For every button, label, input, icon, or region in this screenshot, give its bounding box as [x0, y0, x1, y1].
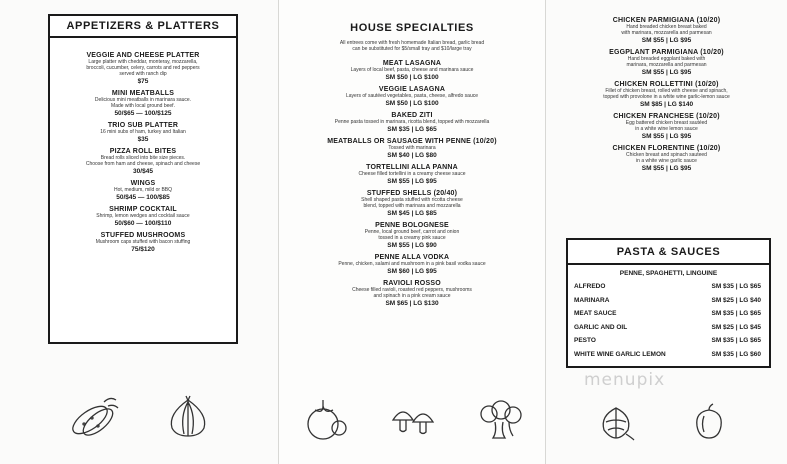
- item-name: TRIO SUB PLATTER: [107, 122, 179, 129]
- item-name: WINGS: [130, 180, 156, 187]
- menu-panel-center: [279, 0, 545, 464]
- sauce-name: MEAT SAUCE: [574, 310, 617, 318]
- item-description: Penne, chicken, salami and mushroom in a pink basil vodka sauce: [338, 261, 486, 267]
- item-name: VEGGIE LASAGNA: [378, 86, 446, 93]
- menu-panel-right: [546, 0, 787, 464]
- item-price: SM $40 | LG $80: [387, 152, 437, 159]
- item-price: SM $55 | LG $95: [641, 133, 692, 140]
- item-price: SM $55 | LG $90: [387, 242, 437, 249]
- item-price: SM $55 | LG $95: [641, 165, 692, 172]
- item-name: VEGGIE AND CHEESE PLATTER: [86, 52, 200, 59]
- menu-item: [546, 81, 787, 108]
- item-name: STUFFED MUSHROOMS: [100, 232, 186, 239]
- item-name: MEAT LASAGNA: [382, 60, 442, 67]
- item-price: 30/$45: [133, 168, 153, 175]
- item-name: CHICKEN ROLLETTINI (10/20): [614, 81, 719, 88]
- item-description: Hot, medium, mild or BBQ: [113, 187, 173, 193]
- item-price: SM $35 | LG $65: [387, 126, 437, 133]
- specialties-section: [279, 22, 545, 307]
- menu-item: [279, 60, 545, 81]
- item-description: Choose from ham and cheese, spinach and cheese: [85, 161, 201, 167]
- sauce-row: [568, 307, 769, 321]
- item-description: Layers of local beef, pasta, cheese and marinara sauce: [350, 67, 474, 73]
- item-name: CHICKEN FRANCHESE (10/20): [613, 113, 720, 120]
- item-description: in a white wine lemon sauce: [635, 126, 698, 132]
- item-price: SM $55 | LG $95: [387, 178, 437, 185]
- item-description: Cheese filled tortellini in a creamy cheese sauce: [358, 171, 466, 177]
- sauce-name: PESTO: [574, 337, 596, 345]
- item-description: Cheese filled ravioli, roasted red peppers, mushrooms: [352, 287, 472, 293]
- item-price: SM $55 | LG $95: [641, 37, 692, 44]
- menu-item: [546, 17, 787, 44]
- menu-item: [546, 113, 787, 140]
- menu-item: [279, 112, 545, 133]
- item-name: EGGPLANT PARMIGIANA (10/20): [609, 49, 724, 56]
- intro-line: All entrees come with fresh homemade Italian bread, garlic bread: [339, 40, 485, 46]
- item-description: with marinara, mozzarella and parmesan: [621, 30, 712, 36]
- item-description: Penne, local ground beef, carrot and onion: [364, 229, 460, 235]
- menu-item: [546, 49, 787, 76]
- chicken-list: [546, 17, 787, 172]
- appetizers-title: APPETIZERS & PLATTERS: [50, 16, 236, 38]
- item-description: served with ranch dip: [119, 71, 167, 77]
- item-description: Made with local ground beef.: [111, 103, 175, 109]
- item-description: Penne pasta tossed in marinara, ricotta blend, topped with mozzarella: [334, 119, 490, 125]
- item-name: CHICKEN PARMIGIANA (10/20): [612, 17, 721, 24]
- menu-item: [279, 190, 545, 217]
- item-description: Hand breaded chicken breast baked: [626, 24, 707, 30]
- menu-item: [546, 145, 787, 172]
- item-price: SM $60 | LG $95: [387, 268, 437, 275]
- item-price: SM $65 | LG $130: [385, 300, 439, 307]
- item-price: 50/$45 — 100/$85: [116, 194, 170, 201]
- item-description: Shrimp, lemon wedges and cocktail sauce: [96, 213, 190, 219]
- garlic-icon: [164, 394, 212, 440]
- item-price: SM $50 | LG $100: [385, 100, 439, 107]
- item-name: MEATBALLS OR SAUSAGE WITH PENNE (10/20): [327, 138, 497, 145]
- item-description: Hand breaded eggplant baked with: [627, 56, 706, 62]
- item-name: RAVIOLI ROSSO: [383, 280, 441, 287]
- sauce-row: [568, 334, 769, 348]
- item-description: Mushroom caps stuffed with bacon stuffing: [95, 239, 191, 245]
- sauce-price: SM $35 | LG $65: [711, 283, 761, 291]
- specialties-list: [279, 60, 545, 307]
- item-description: Bread rolls sliced into bite size pieces.: [100, 155, 186, 161]
- item-price: 50/$65 — 100/$125: [114, 110, 172, 117]
- menu-item: [279, 164, 545, 185]
- item-name: PENNE ALLA VODKA: [374, 254, 450, 261]
- item-price: 50/$60 — 100/$110: [114, 220, 172, 227]
- sauce-row: [568, 321, 769, 335]
- item-name: SHRIMP COCKTAIL: [109, 206, 177, 213]
- artichoke-icon: [596, 402, 638, 442]
- pasta-title: PASTA & SAUCES: [568, 240, 769, 265]
- item-description: marinara, mozzarella and parmesan: [626, 62, 707, 68]
- item-description: Tossed with marinara: [388, 145, 436, 151]
- sauce-name: WHITE WINE GARLIC LEMON: [574, 350, 666, 358]
- sauce-row: [568, 294, 769, 308]
- item-price: $75: [137, 78, 149, 85]
- menu-item: [50, 148, 236, 175]
- pasta-box: [566, 238, 771, 368]
- specialties-title: HOUSE SPECIALTIES: [350, 22, 474, 34]
- menu-item: [50, 90, 236, 117]
- item-description: broccoli, cucumber, celery, carrots and red peppers: [86, 65, 200, 71]
- menu-item: [50, 52, 236, 85]
- menu-panel-left: [0, 0, 278, 464]
- sauce-name: ALFREDO: [574, 283, 606, 291]
- menu-item: [279, 280, 545, 307]
- intro-line: can be substituted for $5/small tray and $10/large tray: [352, 46, 472, 52]
- sauce-list: [568, 280, 769, 361]
- sauce-name: GARLIC AND OIL: [574, 323, 628, 331]
- menu-item: [50, 206, 236, 227]
- sauce-price: SM $35 | LG $65: [711, 310, 761, 318]
- item-price: SM $85 | LG $140: [639, 101, 694, 108]
- mushroom-icon: [389, 404, 435, 438]
- item-description: Egg battered chicken breast sautéed: [625, 120, 708, 126]
- item-price: SM $50 | LG $100: [385, 74, 439, 81]
- pepper-icon: [692, 402, 726, 442]
- item-name: PIZZA ROLL BITES: [109, 148, 177, 155]
- sauce-name: MARINARA: [574, 296, 610, 304]
- sauce-price: SM $35 | LG $65: [711, 337, 761, 345]
- item-name: CHICKEN FLORENTINE (10/20): [612, 145, 721, 152]
- item-description: and spinach in a pink cream sauce: [373, 293, 451, 299]
- sauce-price: SM $35 | LG $60: [711, 350, 761, 358]
- menu-item: [279, 222, 545, 249]
- item-description: Fillet of chicken breast, rolled with cheese and spinach,: [605, 88, 728, 94]
- specialties-intro: [279, 40, 545, 52]
- item-description: 16 mini subs of ham, turkey and Italian: [100, 129, 186, 135]
- menu-item: [279, 254, 545, 275]
- sauce-price: SM $25 | LG $40: [711, 296, 761, 304]
- item-name: BAKED ZITI: [391, 112, 433, 119]
- item-description: in a white wine garlic sauce: [636, 158, 697, 164]
- menu-item: [50, 180, 236, 201]
- item-description: topped with provolone in a white wine garlic-lemon sauce: [603, 94, 730, 100]
- tomato-icon: [301, 398, 349, 442]
- menu-item: [50, 232, 236, 253]
- item-price: 75/$120: [131, 246, 155, 253]
- item-description: Large platter with cheddar, monteray, mozzarella,: [88, 59, 198, 65]
- item-name: STUFFED SHELLS (20/40): [366, 190, 458, 197]
- item-description: tossed in a creamy pink sauce: [378, 235, 446, 241]
- item-description: Shell shaped pasta stuffed with ricotta cheese: [361, 197, 463, 203]
- item-description: blend, topped with marinara and mozzarella: [363, 203, 461, 209]
- cucumber-icon: [68, 392, 122, 442]
- item-description: Chicken breast and spinach sauteed: [626, 152, 707, 158]
- sauce-row: [568, 348, 769, 362]
- item-description: Delicious mini meatballs in marinara sauce.: [94, 97, 192, 103]
- appetizers-box: [48, 14, 238, 344]
- item-price: $35: [137, 136, 149, 143]
- item-name: PENNE BOLOGNESE: [375, 222, 449, 229]
- item-price: SM $45 | LG $85: [387, 210, 437, 217]
- broccoli-icon: [475, 398, 525, 442]
- item-name: MINI MEATBALLS: [111, 90, 175, 97]
- menu-item: [50, 122, 236, 143]
- sauce-price: SM $25 | LG $45: [711, 323, 761, 331]
- menu-item: [279, 138, 545, 159]
- menupix-watermark: menupix: [584, 370, 666, 390]
- appetizers-list: [50, 38, 236, 253]
- item-description: Layers of sautéed vegetables, pasta, cheese, alfredo sauce: [345, 93, 479, 99]
- item-price: SM $55 | LG $95: [641, 69, 692, 76]
- pasta-subtitle: PENNE, SPAGHETTI, LINGUINE: [619, 270, 718, 277]
- menu-item: [279, 86, 545, 107]
- sauce-row: [568, 280, 769, 294]
- item-name: TORTELLINI ALLA PANNA: [366, 164, 458, 171]
